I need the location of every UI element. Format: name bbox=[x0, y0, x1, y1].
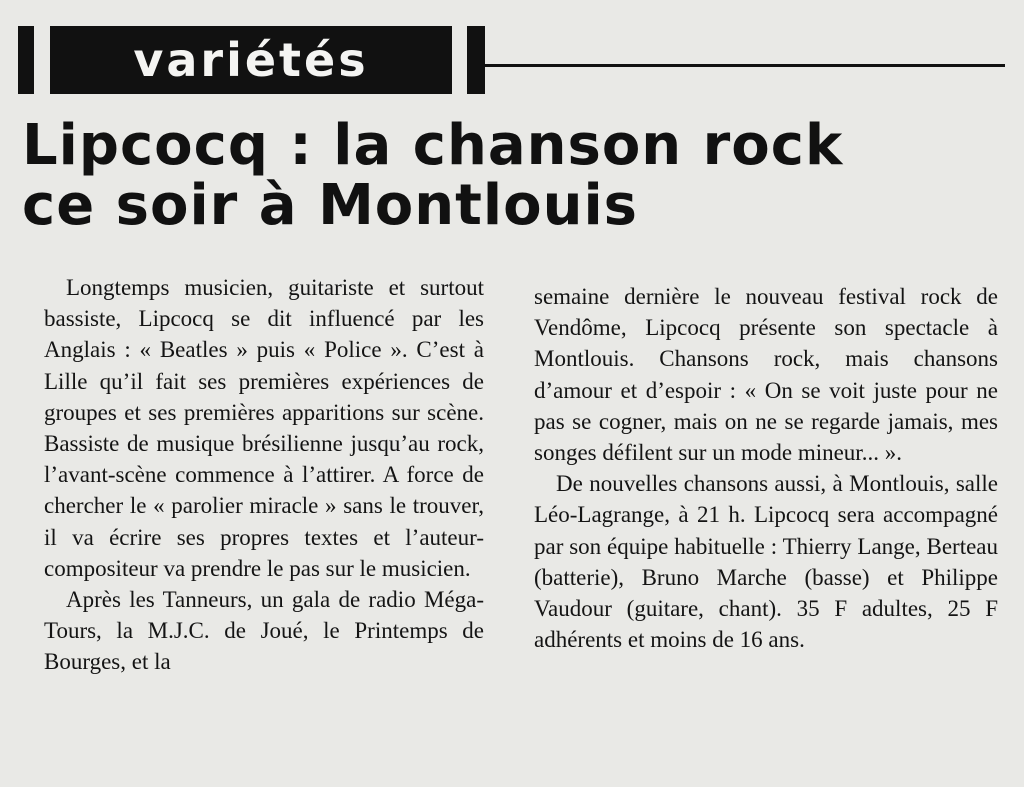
article-paragraph: Longtemps musicien, guitariste et surtout bassiste, Lipcocq se dit influencé par les Anglais : « Beatles » puis « Police ». C’est à Lille qu’il fait ses premières expériences de groupes et ses premières apparitions sur scène. Bassiste de musique brésilienne jusqu’au rock, l’avant-scène commence à l’attirer. A force de chercher le « parolier miracle » sans le trouver, il va écrire ses propres textes et l’auteur-compositeur va prendre le pas sur le musicien. bbox=[44, 275, 484, 581]
rubric-right-bar bbox=[467, 26, 485, 94]
article-headline bbox=[22, 113, 1012, 238]
article-paragraph: Après les Tanneurs, un gala de radio Méga-Tours, la M.J.C. de Joué, le Printemps de Bourges, et la bbox=[44, 587, 484, 675]
article-paragraph: De nouvelles chansons aussi, à Montlouis, salle Léo-Lagrange, à 21 h. Lipcocq sera accompagné par son équipe habituelle : Thierry Lange, Berteau (batterie), Bruno Marche (basse) et Philippe Vaudour (guitare, chant). 35 F adultes, 25 F adhérents et moins de 16 ans. bbox=[534, 471, 998, 653]
article-column-left bbox=[44, 272, 484, 678]
rubric-left-bar bbox=[18, 26, 34, 94]
section-rubric: variétés bbox=[50, 26, 452, 94]
article-column-right bbox=[534, 281, 998, 655]
article-paragraph-continued: semaine dernière le nouveau festival rock de Vendôme, Lipcocq présente son spectacle à Montlouis. Chansons rock, mais chansons d’amour et d’espoir : « On se voit juste pour ne pas se cogner, mais on ne se regarde jamais, mes songes défilent sur un mode mineur... ». bbox=[534, 284, 998, 466]
headline-line-1: Lipcocq : la chanson rock bbox=[22, 113, 844, 178]
headline-line-2: ce soir à Montlouis bbox=[22, 173, 638, 238]
rubric-rule bbox=[485, 64, 1005, 67]
